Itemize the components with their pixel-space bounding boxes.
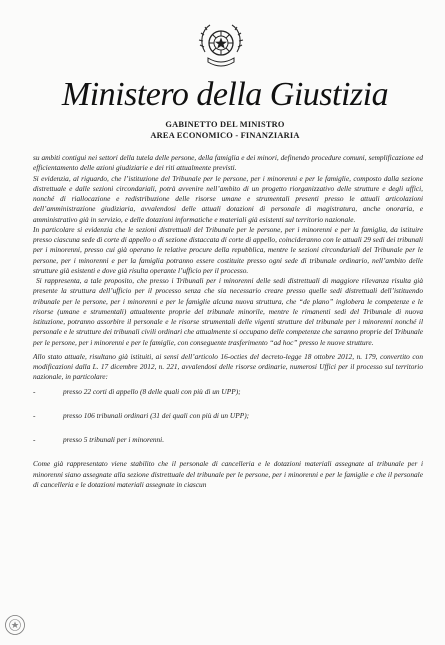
paragraph-5: Allo stato attuale, risultano già istituiti, ai sensi dell’articolo 16-octies del decreto-legge 18 ottobre 2012, n. 179, convertito con modificazioni dalla L. 17 dicembre 2012, n. 221, avvalendosi delle risorse ordinarie, numerosi Uffici per il processo sul territorio nazionale, in particolare: — [33, 351, 423, 382]
letter-body — [33, 153, 423, 490]
list-item — [33, 435, 423, 445]
italian-republic-emblem-icon — [196, 18, 246, 72]
list-bullet: - — [33, 435, 36, 444]
list-item — [33, 411, 423, 421]
list-item-text: presso 106 tribunali ordinari (31 dei quali con più di un UPP); — [63, 410, 250, 420]
paragraph-4: Si rappresenta, a tale proposito, che presso i Tribunali per i minorenni delle sedi distrettuali di maggiore rilevanza risulta già presente la struttura dell’ufficio per il processo senza che sia necessario creare presso quelle sedi distrettuali dell’istituendo tribunale per le persone, per i minorenni e per le famiglie alcuna nuova struttura, che “de plano” inglobera le competenze e le risorse (umane e strumentali) attualmente proprie del tribunale minorile, mentre le rimanenti sedi del Tribunale di nuova istituzione, potranno assorbire il personale e le risorse strumentali delle vigenti strutture del tribunale per i minorenni nonché il personale e le strutture dei tribunali civili ordinari che attualmente si occupano delle competenze che saranno proprie del Tribunale per le persone, per i minorenni e per le famiglie, con conseguente trasferimento “ad hoc” presso le nuove strutture. — [33, 276, 423, 347]
list-bullet: - — [33, 410, 36, 420]
paragraph-2: Si evidenzia, al riguardo, che l’istituzione del Tribunale per le persone, per i minorenni e per le famiglie, composto dalla sezione distrettuale e dalle sezioni circondariali, potrà avvenire nell’ambito di un progetto riorganizzativo delle strutture e degli uffici, nonché di riallocazione e redistribuzione delle risorse umane e strumentali presenti presso le attuali articolazioni dell’amministrazione giudiziaria, avvalendosi delle attuali dotazioni di personale di magistratura, anche onoraria, e amministrativo già in servizio, e delle dotazioni informatiche e materiali già esistenti sul territorio nazionale. — [33, 173, 423, 224]
paragraph-3: In particolare si evidenzia che le sezioni distrettuali del Tribunale per le persone, per i minorenni e per la famiglia, da istituire presso ciascuna sede di corte di appello o di sezione distaccata di corte di appello, coincideranno con le attuali 29 sedi dei tribunali per i minorenni, presso cui già operano le relative procure della repubblica, mentre le sezioni circondariali del Tribunale per le persone, per i minorenni e per la famiglia potranno essere costituite presso ogni sede di tribunale ordinario, nell’ambito delle strutture già esistenti e dove già risulta operante l’ufficio per il processo. — [33, 224, 423, 275]
ministry-name: Ministero della Giustizia — [61, 76, 389, 113]
office-line-1: GABINETTO DEL MINISTRO — [165, 120, 285, 129]
official-stamp-icon — [4, 614, 26, 636]
list-item — [33, 387, 423, 397]
paragraph-6: Come già rappresentato viene stabilito che il personale di cancelleria e le dotazioni materiali assegnate al tribunale per i minorenni siano assegnate alla sezione distrettuale del tribunale per le persone, per i minorenni e per le famiglie e che il personale di cancelleria e le dotazioni materiali assegnate in ciascun — [33, 459, 423, 489]
list-item-text: presso 22 corti di appello (8 delle quali con più di un UPP); — [63, 386, 241, 396]
list-bullet: - — [33, 386, 36, 396]
office-heading — [60, 119, 390, 141]
list-item-text: presso 5 tribunali per i minorenni. — [63, 435, 165, 444]
office-line-2: AREA ECONOMICO - FINANZIARIA — [150, 131, 300, 140]
upp-list — [33, 387, 423, 446]
paragraph-1: su ambiti contigui nei settori della tutela delle persone, della famiglia e dei minori, definendo procedure comuni, semplificazione ed efficientamento delle azioni giudiziarie e dei riti attualmente previsti. — [33, 153, 423, 173]
